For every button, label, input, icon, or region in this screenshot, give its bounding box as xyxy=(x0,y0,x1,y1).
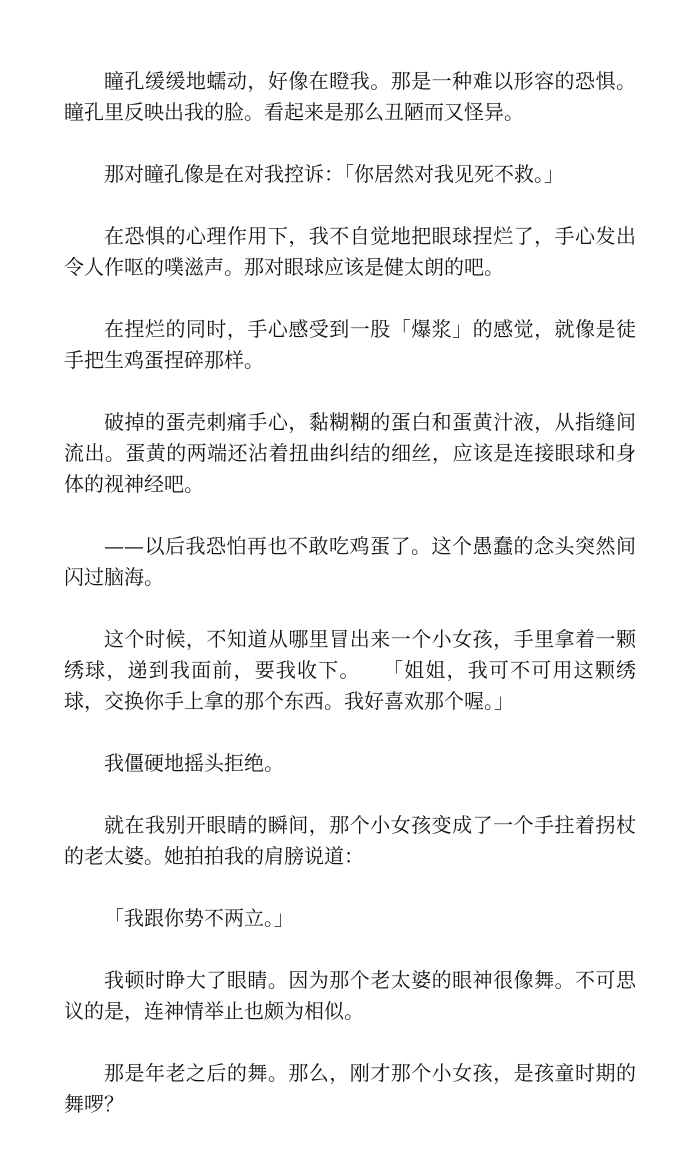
document-page xyxy=(64,66,636,1151)
paragraph: 那对瞳孔像是在对我控诉：「你居然对我见死不救。」 xyxy=(104,162,564,186)
paragraph: 在恐惧的心理作用下，我不自觉地把眼球捏烂了，手心发出令人作呕的噗滋声。那对眼球应该是健太朗的吧。 xyxy=(64,224,636,279)
paragraph: 瞳孔缓缓地蠕动，好像在瞪我。那是一种难以形容的恐惧。瞳孔里反映出我的脸。看起来是那么丑陋而又怪异。 xyxy=(64,69,636,124)
paragraph: 这个时候，不知道从哪里冒出来一个小女孩，手里拿着一颗绣球，递到我面前，要我收下。 「姐姐，我可不可用这颗绣球，交换你手上拿的那个东西。我好喜欢那个喔。」 xyxy=(64,627,636,713)
paragraph: 破掉的蛋壳刺痛手心，黏糊糊的蛋白和蛋黄汁液，从指缝间流出。蛋黄的两端还沾着扭曲纠结的细丝，应该是连接眼球和身体的视神经吧。 xyxy=(64,410,636,496)
paragraph: ——以后我恐怕再也不敢吃鸡蛋了。这个愚蠢的念头突然间闪过脑海。 xyxy=(64,534,636,589)
paragraph: 那是年老之后的舞。那么，刚才那个小女孩，是孩童时期的舞啰？ xyxy=(64,1061,636,1116)
paragraph: 就在我别开眼睛的瞬间，那个小女孩变成了一个手拄着拐杖的老太婆。她拍拍我的肩膀说道： xyxy=(64,813,636,868)
paragraph: 在捏烂的同时，手心感受到一股「爆浆」的感觉，就像是徒手把生鸡蛋捏碎那样。 xyxy=(64,317,636,372)
paragraph: 「我跟你势不两立。」 xyxy=(104,906,294,930)
paragraph: 我顿时睁大了眼睛。因为那个老太婆的眼神很像舞。不可思议的是，连神情举止也颇为相似。 xyxy=(64,968,636,1023)
paragraph: 我僵硬地摇头拒绝。 xyxy=(104,751,284,775)
